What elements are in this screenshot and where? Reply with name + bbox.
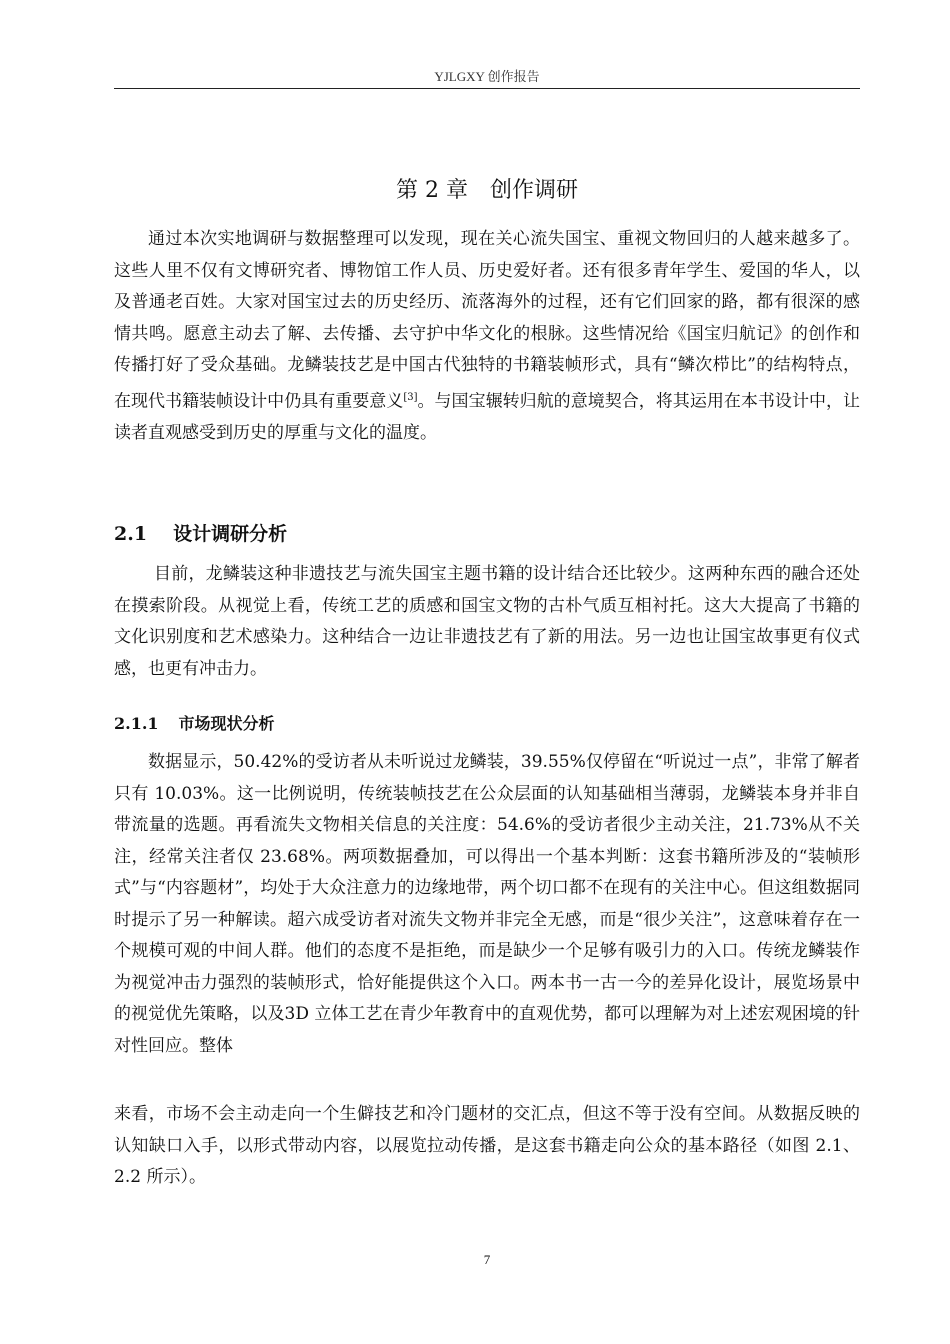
running-header: YJLGXY 创作报告: [434, 69, 540, 84]
subsection-number: 2.1.1: [114, 714, 159, 733]
market-paragraph-2: 来看，市场不会主动走向一个生僻技艺和冷门题材的交汇点，但这不等于没有空间。从数据反映的认知缺口入手，以形式带动内容，以展览拉动传播，是这套书籍走向公众的基本路径（如图 2.1、2.2 所示）。: [114, 1104, 860, 1187]
section-2-1-paragraph: 目前，龙鳞装这种非遗技艺与流失国宝主题书籍的设计结合还比较少。这两种东西的融合还处在摸索阶段。从视觉上看，传统工艺的质感和国宝文物的古朴气质互相衬托。这大大提高了书籍的文化识别度和艺术感染力。这种结合一边让非遗技艺有了新的用法。另一边也让国宝故事更有仪式感，也更有冲击力。: [114, 564, 860, 679]
page-number: 7: [483, 1252, 491, 1267]
subsection-heading-2-1-1: [114, 711, 860, 734]
intro-tail: 。与国宝辗转归航的意境契合，将其运用在本书设计中，让读者直观感受到历史的厚重与文化的温度。: [114, 391, 860, 443]
section-number: 2.1: [114, 523, 148, 545]
section-title: 设计调研分析: [173, 523, 288, 545]
section-heading-2-1: [114, 519, 860, 546]
market-paragraph-1: 数据显示，50.42%的受访者从未听说过龙鳞装，39.55%仅停留在“听说过一点”，非常了解者只有 10.03%。这一比例说明，传统装帧技艺在公众层面的认知基础相当薄弱，龙鳞装本身并非自带流量的选题。再看流失文物相关信息的关注度：54.6%的受访者很少主动关注，21.73%从不关注，经常关注者仅 23.68%。两项数据叠加，可以得出一个基本判断：这套书籍所涉及的“装帧形式”与“内容题材”，均处于大众注意力的边缘地带，两个切口都不在现有的关注中心。但这组数据同时提示了另一种解读。超六成受访者对流失文物并非完全无感，而是“很少关注”，这意味着存在一个规模可观的中间人群。他们的态度不是拒绝，而是缺少一个足够有吸引力的入口。传统龙鳞装作为视觉冲击力强烈的装帧形式，恰好能提供这个入口。两本书一古一今的差异化设计，展览场景中的视觉优先策略，以及3D 立体工艺在青少年教育中的直观优势，都可以理解为对上述宏观困境的针对性回应。整体: [114, 752, 860, 1056]
header-rule: [114, 88, 860, 89]
intro-text: 通过本次实地调研与数据整理可以发现，现在关心流失国宝、重视文物回归的人越来越多了。这些人里不仅有文博研究者、博物馆工作人员、历史爱好者。还有很多青年学生、爱国的华人，以及普通老百姓。大家对国宝过去的历史经历、流落海外的过程，还有它们回家的路，都有很深的感情共鸣。愿意主动去了解、去传播、去守护中华文化的根脉。这些情况给《国宝归航记》的创作和传播打好了受众基础。龙鳞装技艺是中国古代独特的书籍装帧形式，具有“鳞次栉比”的结构特点，在现代书籍装帧设计中仍具有重要意义: [114, 229, 860, 412]
citation: [3]: [403, 391, 418, 403]
chapter-title: 第 2 章 创作调研: [396, 177, 578, 203]
intro-paragraph: [114, 224, 860, 449]
subsection-title: 市场现状分析: [178, 714, 275, 733]
